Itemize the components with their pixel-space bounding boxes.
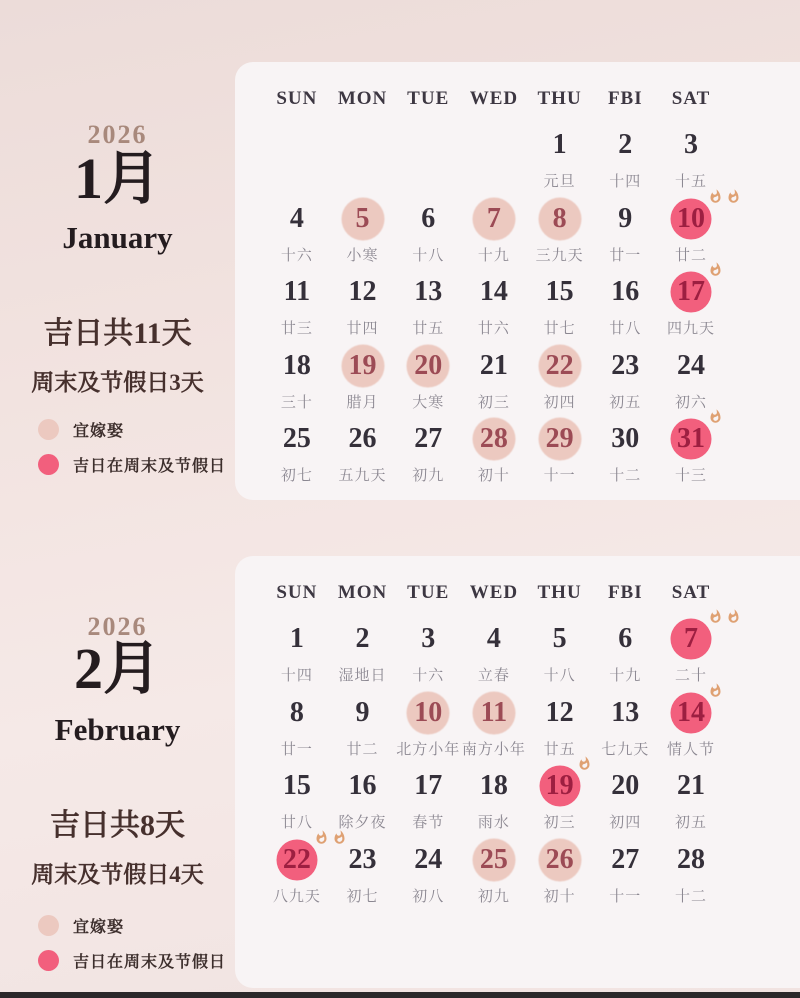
day-number-area	[461, 765, 527, 807]
day-number: 11	[283, 276, 311, 307]
day-number: 18	[282, 349, 311, 381]
day-cell-february-4	[461, 618, 527, 692]
day-cell-january-23	[592, 345, 658, 419]
day-cell-february-28	[658, 839, 724, 913]
day-cell-january-25	[264, 418, 330, 492]
beige-dot-icon	[38, 915, 59, 936]
january-weekday-header	[235, 62, 800, 110]
day-cell-february-1	[264, 618, 330, 692]
lunar-label: 初九	[412, 468, 445, 484]
day-cell-january-4	[264, 198, 330, 272]
lunar-label: 初九	[477, 888, 510, 905]
lunar-label: 北方小年	[396, 741, 461, 758]
day-cell-january-3	[658, 124, 724, 198]
day-number: 13	[611, 696, 640, 728]
day-number: 27	[414, 423, 443, 454]
lunar-label: 湿地日	[338, 668, 387, 684]
february-title-cn: 2月	[73, 636, 161, 701]
day-number-area	[461, 198, 527, 240]
day-number-area	[658, 345, 724, 387]
flame-icon	[708, 609, 723, 624]
day-number: 21	[479, 349, 508, 381]
day-number-area	[592, 271, 658, 313]
day-cell-january-2	[592, 124, 658, 198]
flame-icon	[708, 683, 723, 698]
february-info-panel	[0, 0, 235, 998]
day-number: 13	[414, 276, 443, 307]
day-cell-january-24	[658, 345, 724, 419]
day-number: 15	[545, 276, 574, 307]
day-number: 19	[348, 349, 377, 381]
lunar-label: 十二	[609, 468, 642, 484]
legend-label: 吉日在周末及节假日	[73, 954, 227, 971]
day-number-area	[592, 124, 658, 166]
lunar-label: 初十	[543, 888, 576, 905]
day-cell-january-27	[395, 418, 461, 492]
lunar-label: 十四	[609, 174, 642, 190]
day-number: 9	[355, 696, 370, 728]
day-number-area	[461, 418, 527, 460]
day-cell-february-26	[527, 839, 593, 913]
lunar-label: 廿一	[280, 741, 313, 758]
day-cell-january-22	[527, 345, 593, 419]
day-cell-february-13	[592, 692, 658, 766]
day-cell-january-26	[330, 418, 396, 492]
lunar-label: 初八	[412, 888, 445, 905]
lunar-label: 廿六	[477, 321, 510, 337]
day-cell-february-17	[395, 765, 461, 839]
day-number-area	[592, 618, 658, 660]
day-number: 12	[348, 276, 377, 307]
day-number-area	[330, 765, 396, 807]
february-legend	[38, 914, 226, 984]
lunar-label: 十四	[280, 668, 313, 684]
day-cell-january-10	[658, 198, 724, 272]
day-cell-february-18	[461, 765, 527, 839]
day-number-area	[527, 271, 593, 313]
lunar-label: 初五	[674, 815, 707, 831]
lunar-label: 十六	[280, 247, 313, 264]
day-cell-january-12	[330, 271, 396, 345]
lunar-label: 腊月	[346, 394, 379, 411]
day-number-area	[395, 271, 461, 313]
day-number: 2	[618, 129, 633, 160]
lunar-label: 十九	[477, 247, 510, 264]
lunar-label: 初七	[280, 468, 313, 484]
lunar-label: 初十	[477, 468, 510, 484]
day-number-area	[264, 198, 330, 240]
weekday-label: THU	[537, 582, 582, 603]
day-number-area	[395, 618, 461, 660]
day-number: 20	[611, 770, 640, 801]
lunar-label: 五九天	[338, 468, 387, 484]
february-weekend-count: 周末及节假日4天	[31, 862, 204, 887]
day-number: 28	[479, 423, 508, 454]
day-number-area	[592, 839, 658, 881]
empty-cell	[330, 124, 396, 198]
day-number-area	[395, 765, 461, 807]
weekday-label: MON	[337, 88, 388, 109]
day-number: 10	[414, 696, 443, 728]
day-number: 9	[618, 202, 633, 234]
january-title-en: January	[62, 220, 173, 255]
flame-icons	[708, 409, 723, 424]
day-number-area	[330, 692, 396, 734]
day-number-area	[592, 418, 658, 460]
day-cell-january-13	[395, 271, 461, 345]
day-cell-january-28	[461, 418, 527, 492]
day-number: 25	[282, 423, 311, 454]
january-title-cn: 1月	[73, 146, 161, 211]
day-number-area	[658, 418, 724, 460]
january-year: 2026	[87, 120, 148, 149]
lunar-label: 三十	[280, 394, 313, 411]
flame-icon	[314, 830, 329, 845]
day-number-area	[658, 692, 724, 734]
lunar-label: 初三	[543, 815, 576, 831]
day-number: 24	[676, 349, 705, 381]
lunar-label: 十三	[674, 468, 707, 484]
day-number-area	[592, 765, 658, 807]
day-cell-january-18	[264, 345, 330, 419]
day-number: 16	[348, 770, 377, 801]
day-number-area	[658, 765, 724, 807]
flame-icons	[708, 683, 723, 698]
day-number: 18	[479, 770, 508, 801]
weekday-label: FBI	[607, 88, 643, 109]
day-number: 29	[545, 423, 574, 454]
day-number: 17	[676, 276, 705, 307]
day-number-area	[330, 418, 396, 460]
bottom-bar	[0, 992, 800, 998]
day-number: 12	[545, 696, 574, 728]
empty-cell	[264, 124, 330, 198]
day-number-area	[330, 839, 396, 881]
day-cell-february-11	[461, 692, 527, 766]
january-day-grid	[235, 124, 800, 492]
lunar-label: 南方小年	[461, 741, 526, 758]
day-cell-january-30	[592, 418, 658, 492]
day-number: 6	[618, 623, 633, 654]
day-cell-february-25	[461, 839, 527, 913]
day-number-area	[527, 418, 593, 460]
lunar-label: 十八	[412, 247, 445, 264]
day-number: 5	[552, 623, 567, 654]
lunar-label: 廿七	[543, 321, 576, 337]
flame-icons	[708, 609, 741, 624]
lunar-label: 廿八	[280, 815, 313, 831]
day-number: 4	[486, 623, 501, 654]
flame-icons	[708, 262, 723, 277]
empty-cell	[395, 124, 461, 198]
day-cell-january-17	[658, 271, 724, 345]
lunar-label: 廿二	[674, 247, 707, 264]
day-number-area	[592, 345, 658, 387]
weekday-label: MON	[337, 582, 388, 603]
lunar-label: 初三	[477, 394, 510, 411]
day-number-area	[395, 839, 461, 881]
day-number-area	[264, 418, 330, 460]
lunar-label: 初四	[543, 394, 576, 411]
day-number-area	[264, 618, 330, 660]
day-number: 8	[552, 202, 567, 234]
day-number: 15	[282, 770, 311, 801]
day-cell-february-12	[527, 692, 593, 766]
day-number-area	[461, 839, 527, 881]
day-cell-february-23	[330, 839, 396, 913]
day-cell-january-6	[395, 198, 461, 272]
day-number-area	[264, 839, 330, 881]
day-number-area	[395, 418, 461, 460]
day-number-area	[395, 692, 461, 734]
day-number-area	[395, 345, 461, 387]
flame-icon	[726, 609, 741, 624]
lunar-label: 立春	[477, 668, 510, 684]
day-cell-february-2	[330, 618, 396, 692]
day-cell-january-29	[527, 418, 593, 492]
lunar-label: 廿五	[412, 321, 445, 337]
day-number: 1	[552, 129, 567, 160]
lunar-label: 十一	[543, 468, 576, 484]
day-cell-january-8	[527, 198, 593, 272]
legend-label: 宜嫁娶	[73, 423, 125, 440]
weekday-label: TUE	[407, 582, 450, 603]
legend-row-weekend	[38, 949, 226, 972]
day-number-area	[527, 839, 593, 881]
day-cell-february-10	[395, 692, 461, 766]
day-cell-january-16	[592, 271, 658, 345]
day-number-area	[527, 618, 593, 660]
lunar-label: 初四	[609, 815, 642, 831]
day-cell-january-31	[658, 418, 724, 492]
lunar-label: 春节	[412, 815, 445, 831]
weekday-label: FBI	[607, 582, 643, 603]
day-number: 6	[421, 202, 436, 234]
day-number: 31	[676, 423, 705, 454]
flame-icons	[708, 189, 741, 204]
day-number-area	[330, 198, 396, 240]
day-cell-february-3	[395, 618, 461, 692]
day-number: 26	[348, 423, 377, 454]
lunar-label: 廿一	[609, 247, 642, 264]
day-number-area	[527, 198, 593, 240]
february-auspicious-count: 吉日共8天	[50, 809, 185, 842]
lunar-label: 小寒	[346, 247, 379, 264]
day-number: 14	[479, 276, 508, 307]
january-weekend-count: 周末及节假日3天	[31, 370, 204, 395]
day-cell-february-27	[592, 839, 658, 913]
day-number: 11	[480, 696, 508, 728]
lunar-label: 廿四	[346, 321, 379, 337]
weekday-label: WED	[469, 582, 519, 603]
weekday-label: WED	[469, 88, 519, 109]
flame-icon	[708, 189, 723, 204]
day-cell-january-1	[527, 124, 593, 198]
day-number: 23	[611, 349, 640, 381]
day-cell-february-8	[264, 692, 330, 766]
day-cell-january-7	[461, 198, 527, 272]
day-cell-february-19	[527, 765, 593, 839]
day-cell-january-5	[330, 198, 396, 272]
lunar-label: 十一	[609, 888, 642, 905]
day-cell-january-11	[264, 271, 330, 345]
day-cell-february-14	[658, 692, 724, 766]
day-cell-february-7	[658, 618, 724, 692]
day-cell-february-22	[264, 839, 330, 913]
day-number: 2	[355, 623, 370, 654]
day-number-area	[330, 345, 396, 387]
legend-row-marriage	[38, 914, 226, 937]
lunar-label: 除夕夜	[338, 815, 387, 831]
weekday-label: THU	[537, 88, 582, 109]
day-number-area	[264, 692, 330, 734]
day-cell-february-15	[264, 765, 330, 839]
day-number: 22	[545, 349, 574, 381]
day-cell-january-20	[395, 345, 461, 419]
day-cell-january-14	[461, 271, 527, 345]
day-number: 5	[355, 202, 370, 234]
pink-dot-icon	[38, 950, 59, 971]
january-calendar-card	[235, 62, 800, 500]
weekday-label: SUN	[276, 582, 318, 603]
empty-cell	[461, 124, 527, 198]
day-number-area	[527, 124, 593, 166]
lunar-label: 三九天	[535, 247, 584, 264]
lunar-label: 元旦	[543, 174, 576, 190]
legend-label: 宜嫁娶	[73, 919, 125, 936]
lunar-label: 十五	[674, 174, 707, 190]
day-number: 16	[611, 276, 640, 307]
day-number: 23	[348, 843, 377, 875]
day-cell-february-20	[592, 765, 658, 839]
day-number-area	[592, 198, 658, 240]
day-number-area	[461, 271, 527, 313]
weekday-label: SAT	[671, 582, 711, 603]
february-title-en: February	[54, 712, 181, 747]
day-number-area	[330, 271, 396, 313]
day-number-area	[658, 618, 724, 660]
day-number: 20	[414, 349, 443, 381]
day-number: 19	[545, 770, 574, 801]
day-number-area	[658, 124, 724, 166]
day-number-area	[527, 692, 593, 734]
lunar-label: 雨水	[477, 815, 510, 831]
day-number: 1	[289, 623, 304, 654]
flame-icons	[577, 756, 592, 771]
day-number-area	[658, 839, 724, 881]
lunar-label: 廿二	[346, 741, 379, 758]
lunar-label: 二十	[674, 668, 707, 684]
day-cell-february-6	[592, 618, 658, 692]
flame-icon	[577, 756, 592, 771]
weekday-label: TUE	[407, 88, 450, 109]
day-number: 3	[421, 623, 436, 654]
day-number-area	[330, 618, 396, 660]
february-year: 2026	[87, 612, 148, 641]
february-calendar-card	[235, 556, 800, 988]
day-number-area	[461, 692, 527, 734]
lunar-label: 八九天	[272, 888, 321, 905]
lunar-label: 十八	[543, 668, 576, 684]
day-cell-january-15	[527, 271, 593, 345]
flame-icon	[708, 262, 723, 277]
lunar-label: 初七	[346, 888, 379, 905]
lunar-label: 初六	[674, 394, 707, 411]
day-number: 21	[676, 770, 705, 801]
legend-label: 吉日在周末及节假日	[73, 458, 227, 475]
day-number-area	[592, 692, 658, 734]
lunar-label: 十九	[609, 668, 642, 684]
day-number-area	[527, 345, 593, 387]
day-number: 17	[414, 770, 443, 801]
day-number: 14	[676, 696, 705, 728]
day-cell-january-21	[461, 345, 527, 419]
day-number: 24	[414, 843, 443, 875]
day-number-area	[264, 345, 330, 387]
lunar-label: 七九天	[601, 741, 650, 758]
weekday-label: SAT	[671, 88, 711, 109]
day-number: 22	[282, 843, 311, 875]
day-number-area	[461, 345, 527, 387]
lunar-label: 廿三	[280, 321, 313, 337]
february-weekday-header	[235, 556, 800, 604]
lunar-label: 初五	[609, 394, 642, 411]
day-cell-february-9	[330, 692, 396, 766]
day-number: 28	[676, 843, 705, 875]
lunar-label: 十二	[674, 888, 707, 905]
day-number-area	[264, 271, 330, 313]
day-number: 3	[683, 129, 698, 160]
day-number-area	[395, 198, 461, 240]
february-day-grid	[235, 618, 800, 912]
day-number-area	[461, 618, 527, 660]
day-number: 4	[289, 202, 304, 234]
day-cell-january-9	[592, 198, 658, 272]
day-cell-february-16	[330, 765, 396, 839]
weekday-label: SUN	[276, 88, 318, 109]
lunar-label: 十六	[412, 668, 445, 684]
flame-icon	[708, 409, 723, 424]
day-number: 26	[545, 843, 574, 875]
flame-icon	[726, 189, 741, 204]
day-number: 25	[479, 843, 508, 875]
day-number: 7	[683, 623, 698, 654]
day-number: 7	[486, 202, 501, 234]
day-number: 8	[289, 696, 304, 728]
day-number: 10	[676, 202, 705, 234]
lunar-label: 大寒	[412, 394, 445, 411]
january-auspicious-count: 吉日共11天	[43, 317, 192, 350]
lunar-label: 廿八	[609, 321, 642, 337]
lunar-label: 情人节	[666, 741, 715, 758]
day-number-area	[527, 765, 593, 807]
day-cell-february-24	[395, 839, 461, 913]
day-number-area	[658, 198, 724, 240]
day-cell-february-21	[658, 765, 724, 839]
lunar-label: 四九天	[666, 321, 715, 337]
day-number: 30	[611, 423, 640, 454]
day-number: 27	[611, 843, 640, 875]
day-cell-january-19	[330, 345, 396, 419]
day-number-area	[658, 271, 724, 313]
day-cell-february-5	[527, 618, 593, 692]
lunar-label: 廿五	[543, 741, 576, 758]
day-number-area	[264, 765, 330, 807]
